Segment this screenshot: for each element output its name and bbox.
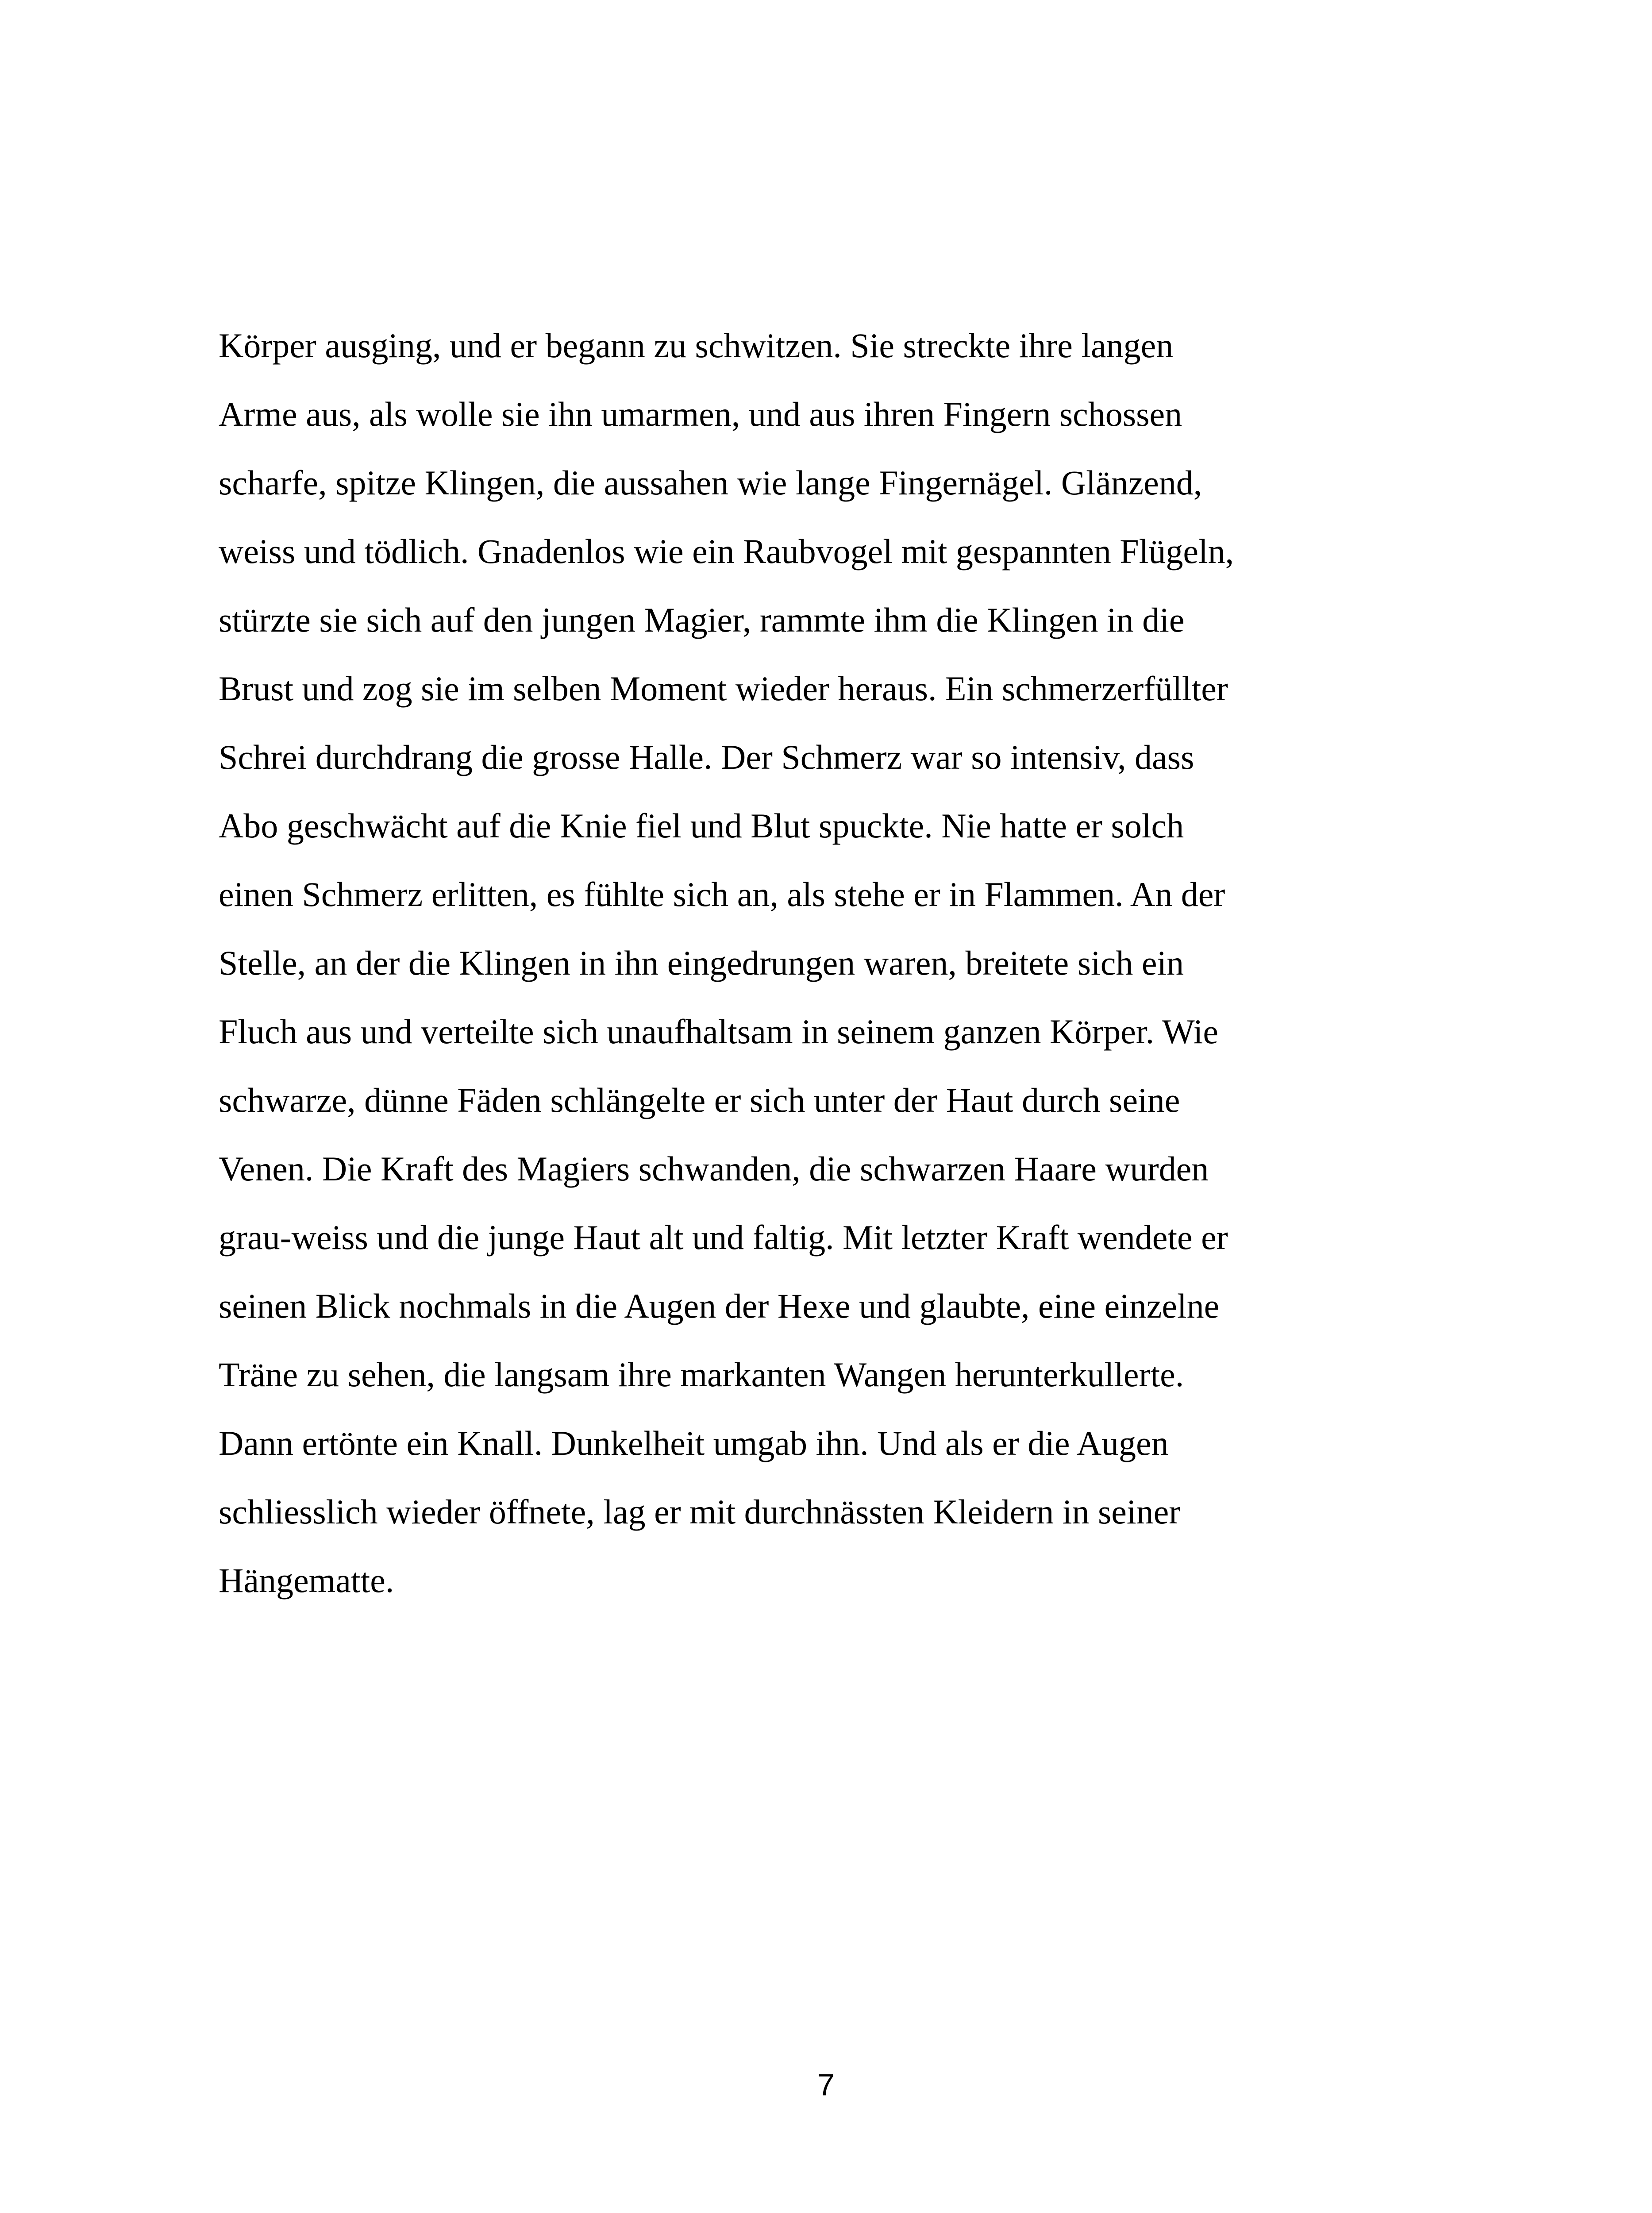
- text-line: schwarze, dünne Fäden schlängelte er sich unter der Haut durch seine: [219, 1081, 1180, 1119]
- text-line: weiss und tödlich. Gnadenlos wie ein Raubvogel mit gespannten Flügeln,: [219, 532, 1234, 571]
- text-line: seinen Blick nochmals in die Augen der Hexe und glaubte, eine einzelne: [219, 1287, 1220, 1325]
- text-line: Dann ertönte ein Knall. Dunkelheit umgab ihn. Und als er die Augen: [219, 1424, 1169, 1462]
- text-line: Abo geschwächt auf die Knie fiel und Blut spuckte. Nie hatte er solch: [219, 806, 1184, 845]
- text-line: schliesslich wieder öffnete, lag er mit durchnässten Kleidern in seiner: [219, 1492, 1181, 1531]
- text-line: Arme aus, als wolle sie ihn umarmen, und aus ihren Fingern schossen: [219, 395, 1182, 433]
- text-line: Stelle, an der die Klingen in ihn eingedrungen waren, breitete sich ein: [219, 944, 1184, 982]
- text-line: Fluch aus und verteilte sich unaufhaltsam in seinem ganzen Körper. Wie: [219, 1012, 1218, 1051]
- body-text: [219, 311, 1458, 1615]
- text-line: scharfe, spitze Klingen, die aussahen wie lange Fingernägel. Glänzend,: [219, 463, 1202, 502]
- text-line: Hängematte.: [219, 1561, 394, 1600]
- text-line: einen Schmerz erlitten, es fühlte sich an, als stehe er in Flammen. An der: [219, 875, 1225, 914]
- text-line: Venen. Die Kraft des Magiers schwanden, die schwarzen Haare wurden: [219, 1149, 1209, 1188]
- text-line: Schrei durchdrang die grosse Halle. Der Schmerz war so intensiv, dass: [219, 738, 1194, 776]
- text-line: Körper ausging, und er begann zu schwitzen. Sie streckte ihre langen: [219, 326, 1174, 365]
- page-number: 7: [817, 2067, 835, 2102]
- text-line: Brust und zog sie im selben Moment wieder heraus. Ein schmerzerfüllter: [219, 669, 1228, 708]
- text-line: grau-weiss und die junge Haut alt und faltig. Mit letzter Kraft wendete er: [219, 1218, 1228, 1257]
- text-line: Träne zu sehen, die langsam ihre markanten Wangen herunterkullerte.: [219, 1355, 1184, 1394]
- text-line: stürzte sie sich auf den jungen Magier, rammte ihm die Klingen in die: [219, 601, 1185, 639]
